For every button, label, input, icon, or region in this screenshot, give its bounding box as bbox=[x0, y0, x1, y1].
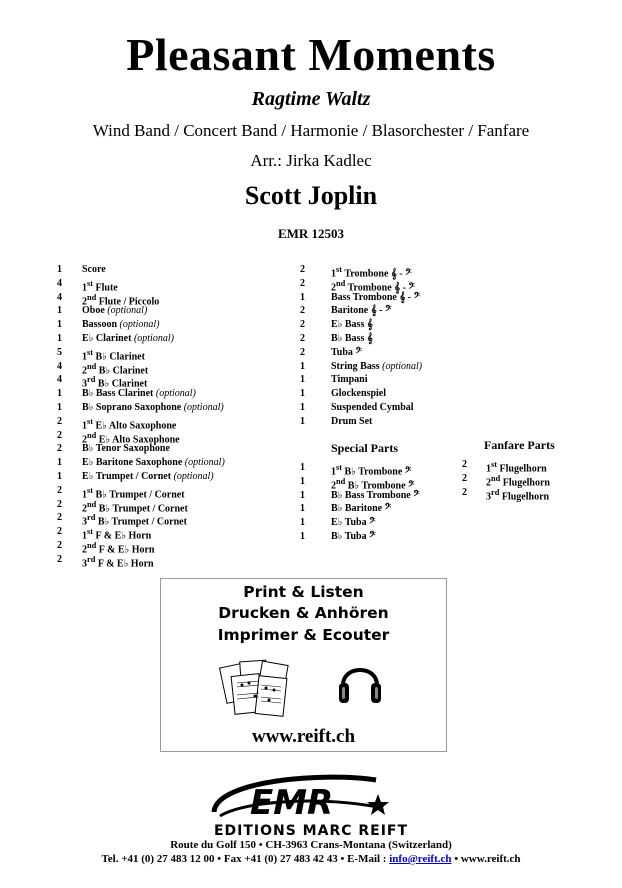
contact-website: • www.reift.ch bbox=[451, 853, 521, 865]
parts-list-woodwinds-brass bbox=[57, 263, 297, 570]
part-row bbox=[300, 502, 460, 516]
part-quantity: 1 bbox=[300, 291, 305, 303]
part-name: Score bbox=[82, 264, 106, 275]
part-quantity: 2 bbox=[57, 512, 62, 524]
part-name: Oboe (optional) bbox=[82, 305, 148, 317]
part-quantity: 1 bbox=[300, 388, 305, 400]
part-name: E♭ Clarinet (optional) bbox=[82, 332, 174, 344]
part-quantity: 1 bbox=[300, 462, 305, 473]
part-name: 1st F & E♭ Horn bbox=[82, 527, 152, 542]
part-quantity: 2 bbox=[57, 553, 62, 565]
part-name: 1st B♭ Trombone 𝄢 bbox=[331, 463, 412, 478]
composer: Scott Joplin bbox=[244, 181, 378, 210]
part-row bbox=[300, 489, 460, 503]
part-quantity: 2 bbox=[300, 346, 305, 358]
part-row bbox=[57, 498, 297, 512]
emr-logo-icon bbox=[206, 770, 396, 826]
promo-url[interactable]: www.reift.ch bbox=[251, 726, 356, 747]
part-quantity: 4 bbox=[57, 291, 62, 303]
part-row bbox=[300, 346, 470, 360]
arranger: Arr.: Jirka Kadlec bbox=[250, 151, 372, 170]
email-link[interactable]: info@reift.ch bbox=[389, 853, 452, 865]
print-listen-en: Print & Listen bbox=[243, 583, 364, 601]
part-name: B♭ Bass 𝄞 bbox=[331, 332, 373, 344]
part-row bbox=[300, 277, 470, 294]
part-row bbox=[57, 442, 297, 456]
part-row bbox=[57, 525, 297, 542]
part-name: B♭ Bass Clarinet (optional) bbox=[82, 388, 196, 400]
part-quantity: 1 bbox=[300, 489, 305, 501]
part-quantity: 1 bbox=[300, 401, 305, 413]
part-name: E♭ Baritone Saxophone (optional) bbox=[82, 457, 225, 469]
part-quantity: 1 bbox=[57, 264, 62, 275]
part-name: E♭ Trumpet / Cornet (optional) bbox=[82, 470, 214, 482]
part-name: B♭ Tenor Saxophone bbox=[82, 443, 170, 455]
part-row bbox=[300, 530, 460, 544]
part-row bbox=[300, 318, 470, 332]
part-name: Timpani bbox=[331, 374, 368, 386]
part-name: Drum Set bbox=[331, 415, 373, 427]
part-quantity: 4 bbox=[57, 360, 62, 372]
part-row bbox=[57, 304, 297, 318]
part-row bbox=[57, 360, 297, 374]
piece-subtitle: Ragtime Waltz bbox=[251, 88, 371, 110]
print-listen-fr: Imprimer & Ecouter bbox=[217, 626, 390, 644]
publisher-contact bbox=[0, 853, 622, 865]
part-row bbox=[462, 458, 582, 475]
part-name: B♭ Tuba 𝄢 bbox=[331, 530, 376, 542]
part-row bbox=[300, 332, 470, 346]
part-quantity: 1 bbox=[57, 305, 62, 317]
part-name: 2nd B♭ Trombone 𝄢 bbox=[331, 476, 415, 492]
fanfare-parts-title: Fanfare Parts bbox=[484, 438, 555, 452]
part-name: 2nd E♭ Alto Saxophone bbox=[82, 430, 180, 445]
part-name: 2nd Trombone 𝄞 - 𝄢 bbox=[331, 278, 415, 294]
part-quantity: 1 bbox=[57, 470, 62, 482]
part-quantity: 2 bbox=[57, 443, 62, 455]
part-quantity: 2 bbox=[300, 319, 305, 331]
part-name: B♭ Soprano Saxophone (optional) bbox=[82, 401, 224, 413]
part-name: Glockenspiel bbox=[331, 388, 387, 400]
part-name: 2nd F & E♭ Horn bbox=[82, 540, 155, 556]
part-name: 1st B♭ Clarinet bbox=[82, 347, 145, 363]
part-row bbox=[57, 332, 297, 346]
part-row bbox=[57, 553, 297, 570]
part-row bbox=[300, 401, 470, 415]
part-quantity: 2 bbox=[300, 332, 305, 344]
part-row bbox=[300, 263, 470, 280]
part-row bbox=[57, 277, 297, 294]
part-quantity: 2 bbox=[57, 415, 62, 427]
part-quantity: 1 bbox=[57, 457, 62, 469]
part-quantity: 1 bbox=[300, 530, 305, 542]
part-row bbox=[300, 373, 470, 387]
part-quantity: 2 bbox=[57, 526, 62, 538]
part-quantity: 2 bbox=[462, 472, 467, 484]
part-row bbox=[57, 387, 297, 401]
part-row bbox=[300, 461, 460, 478]
part-name: String Bass (optional) bbox=[331, 360, 423, 372]
band-types: Wind Band / Concert Band / Harmonie / Blasorchester / Fanfare bbox=[92, 121, 530, 140]
part-name: Suspended Cymbal bbox=[331, 401, 414, 413]
part-row bbox=[462, 472, 582, 489]
part-name: 3rd B♭ Trumpet / Cornet bbox=[82, 513, 187, 528]
part-name: 1st Flute bbox=[82, 278, 118, 294]
part-row bbox=[57, 401, 297, 415]
part-row bbox=[57, 415, 297, 432]
part-name: 1st E♭ Alto Saxophone bbox=[82, 416, 177, 432]
publisher-address: Route du Golf 150 • CH-3963 Crans-Montana (Switzerland) bbox=[170, 839, 452, 851]
part-row bbox=[57, 539, 297, 556]
piece-title: Pleasant Moments bbox=[126, 29, 496, 80]
part-name: B♭ Baritone 𝄢 bbox=[331, 503, 392, 515]
part-name: 3rd F & E♭ Horn bbox=[82, 554, 154, 570]
part-name: 2nd B♭ Clarinet bbox=[82, 361, 149, 376]
part-name: E♭ Bass 𝄞 bbox=[331, 319, 373, 331]
publisher-name: EDITIONS MARC REIFT bbox=[213, 823, 409, 839]
part-quantity: 1 bbox=[57, 319, 62, 331]
special-parts-title: Special Parts bbox=[331, 441, 398, 455]
part-name: 3rd Flugelhorn bbox=[486, 487, 550, 502]
part-row bbox=[57, 263, 297, 277]
part-name: 3rd B♭ Clarinet bbox=[82, 375, 148, 390]
fanfare-parts-list bbox=[462, 458, 582, 502]
part-quantity: 1 bbox=[57, 332, 62, 344]
part-quantity: 1 bbox=[300, 360, 305, 372]
part-name: Bassoon (optional) bbox=[82, 319, 160, 331]
part-quantity: 2 bbox=[300, 277, 305, 289]
part-name: E♭ Tuba 𝄢 bbox=[331, 517, 376, 529]
part-quantity: 1 bbox=[57, 401, 62, 413]
part-row bbox=[57, 484, 297, 501]
part-row bbox=[300, 516, 460, 530]
part-name: Baritone 𝄞 - 𝄢 bbox=[331, 305, 392, 317]
part-row bbox=[57, 318, 297, 332]
part-quantity: 1 bbox=[300, 503, 305, 515]
part-name: Bass Trombone 𝄞 - 𝄢 bbox=[331, 291, 421, 303]
part-row bbox=[57, 470, 297, 484]
part-row bbox=[57, 429, 297, 443]
part-quantity: 1 bbox=[300, 415, 305, 427]
part-quantity: 4 bbox=[57, 374, 62, 386]
emr-logo-text: EMR bbox=[250, 783, 334, 823]
part-quantity: 2 bbox=[57, 484, 62, 496]
part-row bbox=[300, 475, 460, 492]
part-row bbox=[300, 291, 470, 305]
part-quantity: 2 bbox=[462, 459, 467, 470]
part-quantity: 2 bbox=[300, 305, 305, 317]
part-quantity: 1 bbox=[57, 388, 62, 400]
part-row bbox=[300, 387, 470, 401]
part-quantity: 2 bbox=[57, 498, 62, 510]
part-row bbox=[300, 360, 470, 374]
parts-list-low-brass-percussion bbox=[300, 263, 470, 429]
catalog-number: EMR 12503 bbox=[277, 226, 345, 241]
part-quantity: 2 bbox=[462, 486, 467, 498]
part-name: 1st Flugelhorn bbox=[486, 460, 547, 475]
sheet-music-icon bbox=[219, 657, 297, 719]
part-quantity: 4 bbox=[57, 277, 62, 289]
part-quantity: 1 bbox=[300, 475, 305, 487]
part-row bbox=[57, 456, 297, 470]
part-quantity: 2 bbox=[57, 429, 62, 441]
part-quantity: 5 bbox=[57, 346, 62, 358]
part-name: 1st Trombone 𝄞 - 𝄢 bbox=[331, 265, 412, 280]
part-row bbox=[462, 486, 582, 500]
part-row bbox=[57, 291, 297, 305]
special-parts-list bbox=[300, 461, 460, 544]
part-quantity: 1 bbox=[300, 374, 305, 386]
print-listen-de: Drucken & Anhören bbox=[218, 604, 389, 622]
part-row bbox=[300, 304, 470, 318]
part-name: Tuba 𝄢 bbox=[331, 346, 362, 358]
part-quantity: 1 bbox=[300, 517, 305, 529]
part-quantity: 2 bbox=[300, 264, 305, 275]
part-row bbox=[57, 346, 297, 363]
print-listen-box bbox=[160, 578, 447, 752]
part-name: 1st B♭ Trumpet / Cornet bbox=[82, 485, 185, 501]
part-quantity: 2 bbox=[57, 539, 62, 551]
part-row bbox=[57, 511, 297, 528]
part-name: 2nd B♭ Trumpet / Cornet bbox=[82, 499, 188, 514]
headphones-icon bbox=[337, 655, 383, 707]
part-name: 2nd Flute / Piccolo bbox=[82, 292, 160, 307]
part-name: B♭ Bass Trombone 𝄢 bbox=[331, 489, 420, 501]
contact-phone-fax: Tel. +41 (0) 27 483 12 00 • Fax +41 (0) 27 483 42 43 • E-Mail : bbox=[101, 853, 390, 865]
part-name: 2nd Flugelhorn bbox=[486, 473, 550, 489]
part-row bbox=[57, 373, 297, 390]
part-row bbox=[300, 415, 470, 429]
